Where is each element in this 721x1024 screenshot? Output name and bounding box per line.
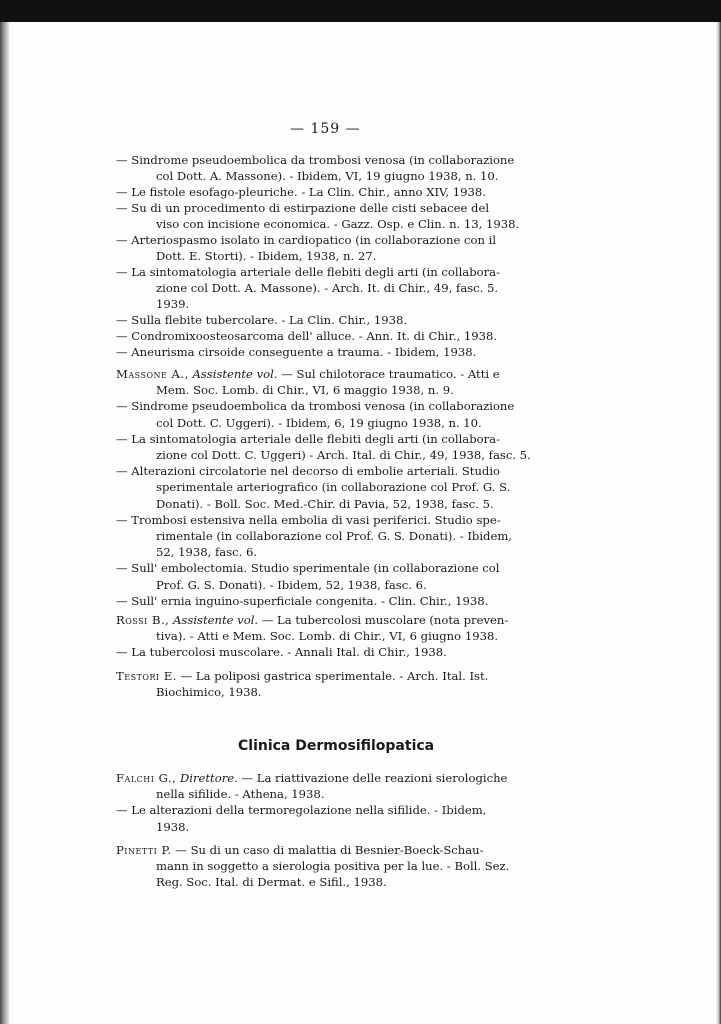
entry-line: mann in soggetto a sierologia positiva per la lue. - Boll. Sez. — [156, 859, 510, 874]
entry-line: Donati). - Boll. Soc. Med.-Chir. di Pavia, 52, 1938, fasc. 5. — [156, 496, 494, 511]
entry-line: — La riattivazione delle reazioni sierologiche — [241, 771, 508, 785]
entry-line: — Aneurisma cirsoide conseguente a trauma. - Ibidem, 1938. — [116, 345, 477, 359]
bib-entry — [116, 264, 536, 313]
section-heading: Clinica Dermosifilopatica — [238, 738, 435, 754]
entry-line: — Sulla flebite tubercolare. - La Clin. Chir., 1938. — [116, 313, 408, 327]
entry-line: 1938. — [156, 819, 190, 834]
entry-line: — Su di un procedimento di estirpazione delle cisti sebacee del — [116, 201, 490, 215]
author-name: Rossi B., — [116, 613, 170, 627]
entry-line: — Sull' embolectomia. Studio sperimentale (in collaborazione col — [116, 561, 500, 576]
author-role: Direttore. — [179, 771, 238, 785]
entry-line: 52, 1938, fasc. 6. — [156, 545, 258, 560]
bib-entry — [116, 312, 536, 328]
entry-line: — La tubercolosi muscolare (nota preven- — [261, 613, 509, 627]
entry-line: — Sindrome pseudoembolica da trombosi venosa (in collaborazione — [116, 399, 515, 414]
scan-right-edge — [716, 22, 721, 1024]
entry-line: nella sifilide. - Athena, 1938. — [156, 787, 325, 802]
entry-line: — Sindrome pseudoembolica da trombosi venosa (in collaborazione — [116, 153, 515, 167]
scan-left-edge — [0, 22, 10, 1024]
bib-entry — [116, 328, 536, 344]
entry-line: zione col Dott. C. Uggeri) - Arch. Ital. di Chir., 49, 1938, fasc. 5. — [156, 448, 531, 463]
author-name: Pinetti P. — [116, 843, 172, 857]
author-block-rossi — [116, 612, 536, 661]
entry-line: — Trombosi estensiva nella embolia di vasi periferici. Studio spe- — [116, 512, 501, 527]
author-role: Assistente vol. — [173, 613, 259, 627]
author-block-pinetti — [116, 842, 536, 891]
bib-entry — [116, 344, 536, 360]
entry-line: Biochimico, 1938. — [156, 685, 262, 700]
author-role: Assistente vol. — [192, 367, 278, 381]
author-block-testori — [116, 668, 536, 700]
entry-line: — Le alterazioni della termoregolazione nella sifilide. - Ibidem, — [116, 803, 487, 818]
entry-line: 1939. — [156, 297, 190, 312]
entry-line: Prof. G. S. Donati). - Ibidem, 52, 1938, fasc. 6. — [156, 577, 427, 592]
entry-line: col Dott. A. Massone). - Ibidem, VI, 19 giugno 1938, n. 10. — [156, 169, 499, 184]
entry-line: — La sintomatologia arteriale delle flebiti degli arti (in collabora- — [116, 265, 500, 279]
entry-line: — La poliposi gastrica sperimentale. - Arch. Ital. Ist. — [180, 669, 489, 683]
entry-line: Dott. E. Storti). - Ibidem, 1938, n. 27. — [156, 249, 377, 264]
entry-line: — Condromixoosteosarcoma dell' alluce. - Ann. It. di Chir., 1938. — [116, 329, 498, 343]
entry-line: rimentale (in collaborazione col Prof. G. S. Donati). - Ibidem, — [156, 529, 512, 544]
entry-line: — Le fistole esofago-pleuriche. - La Clin. Chir., anno XIV, 1938. — [116, 185, 486, 199]
page-number: — 159 — — [290, 121, 361, 137]
bib-entry — [116, 184, 536, 200]
entry-line: Mem. Soc. Lomb. di Chir., VI, 6 maggio 1938, n. 9. — [156, 383, 454, 398]
author-block-massone — [116, 366, 536, 609]
entry-line: col Dott. C. Uggeri). - Ibidem, 6, 19 giugno 1938, n. 10. — [156, 415, 482, 430]
entry-line: — Alterazioni circolatorie nel decorso di embolie arteriali. Studio — [116, 464, 501, 479]
entry-line: — Sull' ernia inguino-superficiale congenita. - Clin. Chir., 1938. — [116, 593, 489, 608]
entry-line: tiva). - Atti e Mem. Soc. Lomb. di Chir., VI, 6 giugno 1938. — [156, 629, 499, 644]
entry-line: sperimentale arteriografico (in collaborazione col Prof. G. S. — [156, 480, 511, 495]
scan-top-border — [0, 0, 721, 22]
author-name: Testori E. — [116, 669, 177, 683]
author-block-falchi — [116, 770, 536, 835]
bib-entry — [116, 152, 536, 184]
entry-line: viso con incisione economica. - Gazz. Osp. e Clin. n. 13, 1938. — [156, 217, 520, 232]
bib-entry — [116, 232, 536, 264]
author-name: Massone A., — [116, 367, 189, 381]
entry-line: zione col Dott. A. Massone). - Arch. It. di Chir., 49, fasc. 5. — [156, 281, 499, 296]
entry-line: Reg. Soc. Ital. di Dermat. e Sifil., 1938. — [156, 875, 387, 890]
entry-line: — Sul chilotorace traumatico. - Atti e — [281, 367, 500, 381]
author-name: Falchi G., — [116, 771, 177, 785]
entry-line: — Arteriospasmo isolato in cardiopatico (in collaborazione con il — [116, 233, 497, 247]
bib-entry — [116, 200, 536, 232]
entry-line: — Su di un caso di malattia di Besnier-Boeck-Schau- — [175, 843, 484, 857]
entry-line: — La sintomatologia arteriale delle flebiti degli arti (in collabora- — [116, 431, 500, 446]
entry-line: — La tubercolosi muscolare. - Annali Ital. di Chir., 1938. — [116, 645, 447, 660]
